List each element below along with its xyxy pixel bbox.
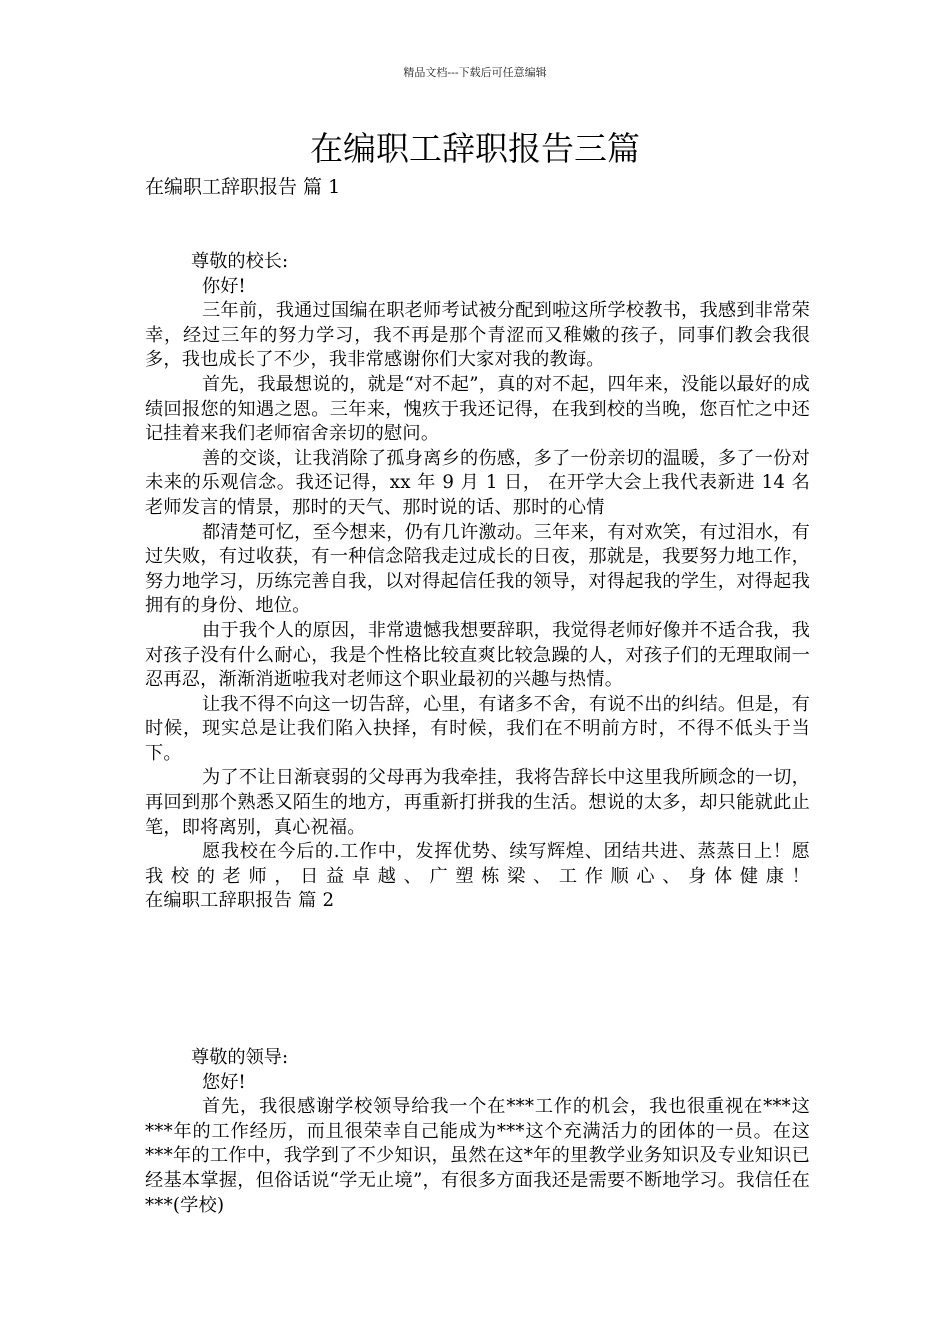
section-1-body (145, 250, 810, 914)
section-1-paragraph: 善的交谈，让我消除了孤身离乡的伤感，多了一份亲切的温暖，多了一份对未来的乐观信念。我还记得，xx 年 9 月 1 日， 在开学大会上我代表新进 14 名老师发言的情景，那时的天气、那时说的话、那时的心情 (145, 447, 810, 518)
section-1-paragraph: 三年前，我通过国编在职老师考试被分配到啦这所学校教书，我感到非常荣幸，经过三年的努力学习，我不再是那个青涩而又稚嫩的孩子，同事们教会我很多，我也成长了不少，我非常感谢你们大家对我的教诲。 (145, 300, 810, 371)
document-title: 在编职工辞职报告三篇 (310, 129, 640, 168)
section-1-greeting: 你好! (202, 275, 246, 297)
section-2-label: 在编职工辞职报告 篇 2 (145, 890, 335, 912)
section-1-paragraph: 为了不让日渐衰弱的父母再为我牵挂，我将告辞长中这里我所顾念的一切，再回到那个熟悉又陌生的地方，再重新打拼我的生活。想说的太多，却只能就此止笔，即将离别，真心祝福。 (145, 767, 810, 838)
section-1-label: 在编职工辞职报告 篇 1 (145, 176, 341, 198)
section-1-paragraph: 都清楚可忆，至今想来，仍有几许激动。三年来，有对欢笑，有过泪水，有过失败，有过收获，有一种信念陪我走过成长的日夜，那就是，我要努力地工作，努力地学习，历练完善自我，以对得起信任我的领导，对得起我的学生，对得起我拥有的身份、地位。 (145, 521, 810, 617)
section-2-paragraph: 首先，我很感谢学校领导给我一个在***工作的机会，我也很重视在***这***年的工作经历，而且很荣幸自己能成为***这个充满活力的团体的一员。在这***年的工作中，我学到了不少知识，虽然在这*年的里教学业务知识及专业知识已经基本掌握，但俗话说“学无止境”，有很多方面我还是需要不断地学习。我信任在***(学校) (145, 1096, 810, 1216)
section-2-salutation: 尊敬的领导: (191, 1047, 289, 1068)
section-1-paragraph: 让我不得不向这一切告辞，心里，有诸多不舍，有说不出的纠结。但是，有时候，现实总是让我们陷入抉择，有时候，我们在不明前方时，不得不低头于当下。 (145, 693, 810, 764)
section-2-body (145, 1046, 810, 1218)
section-1-closing-text: 愿我校在今后的.工作中，发挥优势、续写辉煌、团结共进、蒸蒸日上！愿我校的老师，日益卓越、广塑栋梁、工作顺心、身体健康！ (145, 841, 810, 887)
section-1-salutation: 尊敬的校长: (191, 251, 289, 272)
section-1-paragraph: 首先，我最想说的，就是“对不起”，真的对不起，四年来，没能以最好的成绩回报您的知遇之恩。三年来，愧疚于我还记得，在我到校的当晚，您百忙之中还记挂着来我们老师宿舍亲切的慰问。 (145, 373, 810, 445)
section-1-paragraph-last (145, 840, 810, 914)
header-note: 精品文档---下载后可任意编辑 (403, 66, 547, 79)
section-2-greeting: 您好! (202, 1071, 246, 1093)
section-1-paragraph: 由于我个人的原因，非常遗憾我想要辞职，我觉得老师好像并不适合我，我对孩子没有什么耐心，我是个性格比较直爽比较急躁的人，对孩子们的无理取闹一忍再忍，渐渐消逝啦我对老师这个职业最初的兴趣与热情。 (145, 619, 810, 691)
